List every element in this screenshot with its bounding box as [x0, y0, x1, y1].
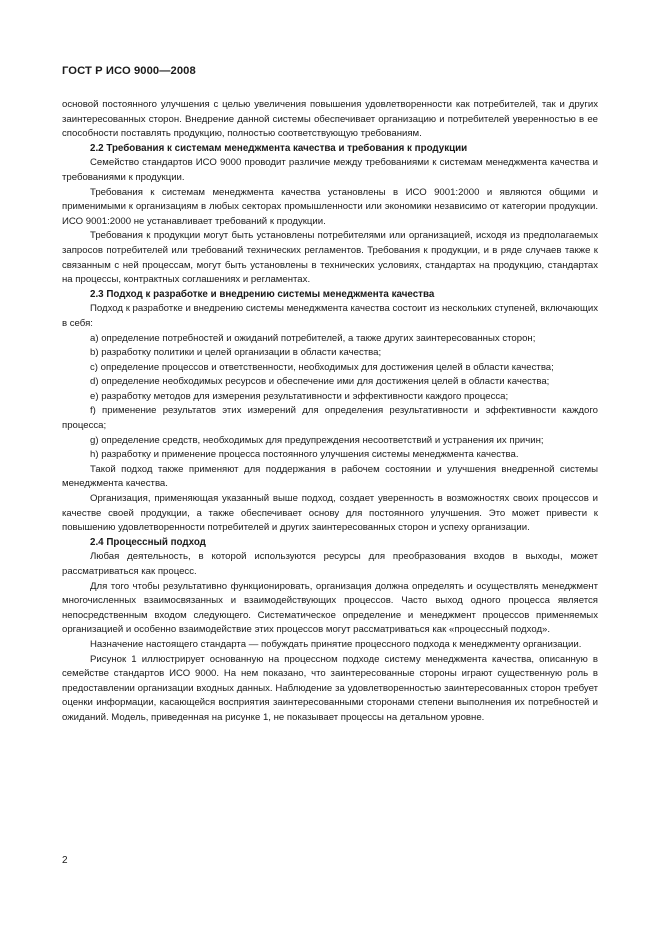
list-item-g: g) определение средств, необходимых для предупреждения несоответствий и устранения их причин; — [90, 434, 544, 446]
paragraph: Для того чтобы результативно функционировать, организация должна определять и осуществлять менеджмент многочисленных взаимосвязанных и взаимодействующих процессов. Часто выход одного процесса является непосредственным входом следующего. Систематическое определение и менеджмент процессов применяемых организацией и особенно взаимодействие этих процессов могут рассматриваться как «процессный подход». — [62, 580, 598, 636]
list-item-h: h) разработку и применение процесса постоянного улучшения системы менеджмента качества. — [90, 449, 519, 461]
page-number: 2 — [62, 855, 68, 866]
paragraph-continuation: основой постоянного улучшения с целью увеличения повышения удовлетворенности как потребителей, так и других заинтересованных сторон. Внедрение данной системы обеспечивает организацию и потребителей уверенностью в ее способности поставлять продукцию, полностью соответствующую требованиям. — [62, 99, 598, 140]
list-item-b: b) разработку политики и целей организации в области качества; — [90, 347, 382, 359]
paragraph: Требования к продукции могут быть установлены потребителями или организацией, исходя из предполагаемых запросов потребителей или требований технических регламентов. Требования к продукции, и в ряде случаев также к связанным с ней процессам, могут быть установлены в технических условиях, стандартах на продукцию, стандартах на процессы, контрактных соглашениях и регламентах. — [62, 230, 598, 286]
paragraph: Такой подход также применяют для поддержания в рабочем состоянии и улучшения внедренной системы менеджмента качества. — [62, 463, 598, 490]
section-heading-2-4: 2.4 Процессный подход — [90, 536, 206, 548]
list-item-f: f) применение результатов этих измерений для определения результативности и эффективности каждого процесса; — [62, 405, 598, 432]
paragraph: Подход к разработке и внедрению системы менеджмента качества состоит из нескольких ступеней, включающих в себя: — [62, 303, 598, 329]
paragraph: Назначение настоящего стандарта — побуждать принятие процессного подхода к менеджменту организации. — [90, 638, 582, 650]
paragraph: Любая деятельность, в которой используются ресурсы для преобразования входов в выходы, может рассматриваться как процесс. — [62, 551, 598, 577]
paragraph: Семейство стандартов ИСО 9000 проводит различие между требованиями к системам менеджмента качества и требованиями к продукции. — [62, 157, 598, 183]
paragraph: Организация, применяющая указанный выше подход, создает уверенность в возможностях своих процессов и качестве своей продукции, а также обеспечивает основу для постоянного улучшения. Это может привести к повышению удовлетворенности потребителей и других заинтересованных сторон и успеху организации. — [62, 493, 598, 534]
paragraph: Рисунок 1 иллюстрирует основанную на процессном подходе систему менеджмента качества, описанную в семействе стандартов ИСО 9000. На нем показано, что заинтересованные стороны играют существенную роль в предоставлении организации входных данных. Наблюдение за удовлетворенностью заинтересованных сторон требует оценки информации, касающейся восприятия заинтересованными сторонами степени выполнения их потребностей и ожиданий. Модель, приведенная на рисунке 1, не показывает процессы на детальном уровне. — [62, 653, 598, 723]
list-item-e: e) разработку методов для измерения результативности и эффективности каждого процесса; — [90, 390, 509, 402]
page-header: ГОСТ Р ИСО 9000—2008 — [62, 65, 196, 77]
list-item-a: a) определение потребностей и ожиданий потребителей, а также других заинтересованных сторон; — [90, 332, 536, 344]
page-content — [62, 98, 598, 726]
list-item-c: c) определение процессов и ответственности, необходимых для достижения целей в области качества; — [90, 361, 554, 373]
paragraph: Требования к системам менеджмента качества установлены в ИСО 9001:2000 и являются общими и применимыми к организациям в любых секторах промышленности или экономики независимо от категории продукции. ИСО 9001:2000 не устанавливает требований к продукции. — [62, 186, 598, 227]
list-item-d: d) определение необходимых ресурсов и обеспечение ими для достижения целей в области качества; — [90, 376, 550, 388]
section-heading-2-3: 2.3 Подход к разработке и внедрению системы менеджмента качества — [90, 288, 435, 300]
section-heading-2-2: 2.2 Требования к системам менеджмента качества и требования к продукции — [90, 142, 468, 154]
